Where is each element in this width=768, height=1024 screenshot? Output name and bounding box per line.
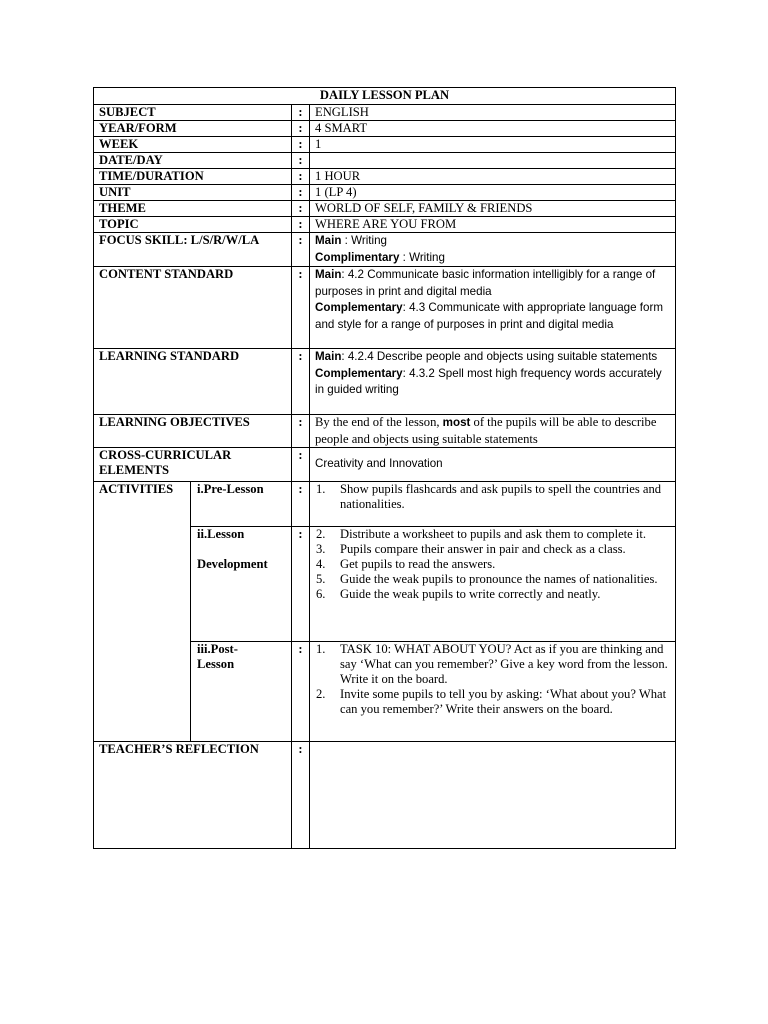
colon: : (292, 482, 310, 527)
date-day-label: DATE/DAY (94, 153, 292, 169)
colon: : (292, 153, 310, 169)
teachers-reflection-row (94, 742, 676, 849)
unit-label: UNIT (94, 185, 292, 201)
list-item (315, 687, 670, 717)
colon: : (292, 448, 310, 482)
objectives-text-start: By the end of the lesson, (315, 415, 443, 429)
list-item (315, 587, 670, 602)
item-text: TASK 10: WHAT ABOUT YOU? Act as if you are thinking and say ‘What can you remember?’ Give a key word from the lesson. Write it on the board. (340, 642, 668, 686)
learning-objectives-label: LEARNING OBJECTIVES (94, 415, 292, 448)
item-text: Pupils compare their answer in pair and check as a class. (340, 542, 626, 556)
week-value: 1 (310, 137, 676, 153)
item-text: Get pupils to read the answers. (340, 557, 496, 571)
complimentary-label: Complimentary (315, 250, 400, 264)
subject-value: ENGLISH (310, 105, 676, 121)
main-label: Main (315, 350, 342, 363)
item-number: 5. (316, 572, 326, 586)
learning-standard-main (315, 349, 670, 366)
lesson-development-label-line2: Development (197, 557, 268, 571)
lesson-development-list (315, 527, 670, 602)
colon: : (292, 415, 310, 448)
subject-label: SUBJECT (94, 105, 292, 121)
item-number: 2. (316, 687, 326, 701)
main-label: Main (315, 234, 342, 247)
cross-curricular-value: Creativity and Innovation (310, 448, 676, 482)
time-duration-row (94, 169, 676, 185)
colon: : (292, 233, 310, 267)
learning-standard-value (310, 349, 676, 415)
lesson-development-label (191, 527, 292, 642)
lesson-plan-table (93, 87, 676, 849)
item-number: 1. (316, 482, 326, 496)
activities-label: ACTIVITIES (94, 482, 191, 742)
item-number: 4. (316, 557, 326, 571)
date-day-row (94, 153, 676, 169)
date-day-value (310, 153, 676, 169)
colon: : (292, 527, 310, 642)
colon: : (292, 349, 310, 415)
complementary-value: : 4.3.2 Spell most high frequency words accurately in guided writing (315, 366, 662, 396)
colon: : (292, 169, 310, 185)
list-item (315, 572, 670, 587)
item-number: 6. (316, 587, 326, 601)
post-lesson-activities (310, 642, 676, 742)
focus-skill-row (94, 233, 676, 267)
item-number: 3. (316, 542, 326, 556)
topic-label: TOPIC (94, 217, 292, 233)
colon: : (292, 185, 310, 201)
content-standard-main (315, 267, 670, 300)
complementary-label: Complementary (315, 301, 403, 314)
colon: : (292, 105, 310, 121)
lesson-development-label-line1: ii.Lesson (197, 527, 245, 541)
subject-row (94, 105, 676, 121)
document-title: DAILY LESSON PLAN (94, 88, 676, 105)
post-lesson-label (191, 642, 292, 742)
learning-standard-row (94, 349, 676, 415)
content-standard-complementary (315, 300, 670, 333)
colon: : (292, 642, 310, 742)
pre-lesson-label: i.Pre-Lesson (191, 482, 292, 527)
learning-objectives-row (94, 415, 676, 448)
list-item (315, 642, 670, 687)
week-row (94, 137, 676, 153)
main-value: : Writing (344, 234, 387, 247)
year-form-label: YEAR/FORM (94, 121, 292, 137)
theme-row (94, 201, 676, 217)
pre-lesson-row (94, 482, 676, 527)
learning-standard-label: LEARNING STANDARD (94, 349, 292, 415)
teachers-reflection-value (310, 742, 676, 849)
item-text: Distribute a worksheet to pupils and ask them to complete it. (340, 527, 647, 541)
week-label: WEEK (94, 137, 292, 153)
colon: : (292, 201, 310, 217)
list-item (315, 482, 670, 512)
post-lesson-label-line1: iii.Post- (197, 642, 238, 656)
main-value: : 4.2 Communicate basic information intelligibly for a range of purposes in print and digital media (315, 268, 656, 298)
unit-value: 1 (LP 4) (310, 185, 676, 201)
focus-skill-label: FOCUS SKILL: L/S/R/W/LA (94, 233, 292, 267)
post-lesson-label-line2: Lesson (197, 657, 235, 671)
list-item (315, 542, 670, 557)
item-number: 2. (316, 527, 326, 541)
cross-curricular-label: CROSS-CURRICULAR ELEMENTS (94, 448, 292, 482)
time-duration-label: TIME/DURATION (94, 169, 292, 185)
colon: : (292, 267, 310, 349)
item-number: 1. (316, 642, 326, 656)
theme-value: WORLD OF SELF, FAMILY & FRIENDS (310, 201, 676, 217)
teachers-reflection-label: TEACHER’S REFLECTION (94, 742, 292, 849)
item-text: Invite some pupils to tell you by asking: ‘What about you? What can you remember?’ Write their answers on the board. (340, 687, 667, 716)
colon: : (292, 121, 310, 137)
main-value: : 4.2.4 Describe people and objects using suitable statements (341, 350, 658, 363)
focus-skill-main (315, 233, 670, 250)
main-label: Main (315, 268, 342, 281)
topic-row (94, 217, 676, 233)
complementary-label: Complementary (315, 366, 403, 380)
learning-objectives-value (310, 415, 676, 448)
colon: : (292, 137, 310, 153)
title-row (94, 88, 676, 105)
post-lesson-list (315, 642, 670, 717)
list-item (315, 527, 670, 542)
topic-value: WHERE ARE YOU FROM (310, 217, 676, 233)
unit-row (94, 185, 676, 201)
learning-standard-complementary (315, 366, 670, 399)
year-form-value: 4 SMART (310, 121, 676, 137)
item-text: Show pupils flashcards and ask pupils to spell the countries and nationalities. (340, 482, 662, 511)
item-text: Guide the weak pupils to write correctly and neatly. (340, 587, 601, 601)
list-item (315, 557, 670, 572)
objectives-text-end: of the pupils will be able to describe people and objects using suitable statements (315, 415, 657, 446)
objectives-emphasis: most (442, 416, 471, 429)
complimentary-value: : Writing (402, 250, 445, 264)
content-standard-row (94, 267, 676, 349)
colon: : (292, 742, 310, 849)
content-standard-value (310, 267, 676, 349)
pre-lesson-list (315, 482, 670, 512)
year-form-row (94, 121, 676, 137)
cross-curricular-row (94, 448, 676, 482)
theme-label: THEME (94, 201, 292, 217)
focus-skill-value (310, 233, 676, 267)
content-standard-label: CONTENT STANDARD (94, 267, 292, 349)
focus-skill-complimentary (315, 250, 670, 267)
time-duration-value: 1 HOUR (310, 169, 676, 185)
colon: : (292, 217, 310, 233)
pre-lesson-activities (310, 482, 676, 527)
item-text: Guide the weak pupils to pronounce the names of nationalities. (340, 572, 658, 586)
lesson-development-activities (310, 527, 676, 642)
complementary-value: : 4.3 Communicate with appropriate language form and style for a range of purposes in print and digital media (315, 301, 663, 331)
